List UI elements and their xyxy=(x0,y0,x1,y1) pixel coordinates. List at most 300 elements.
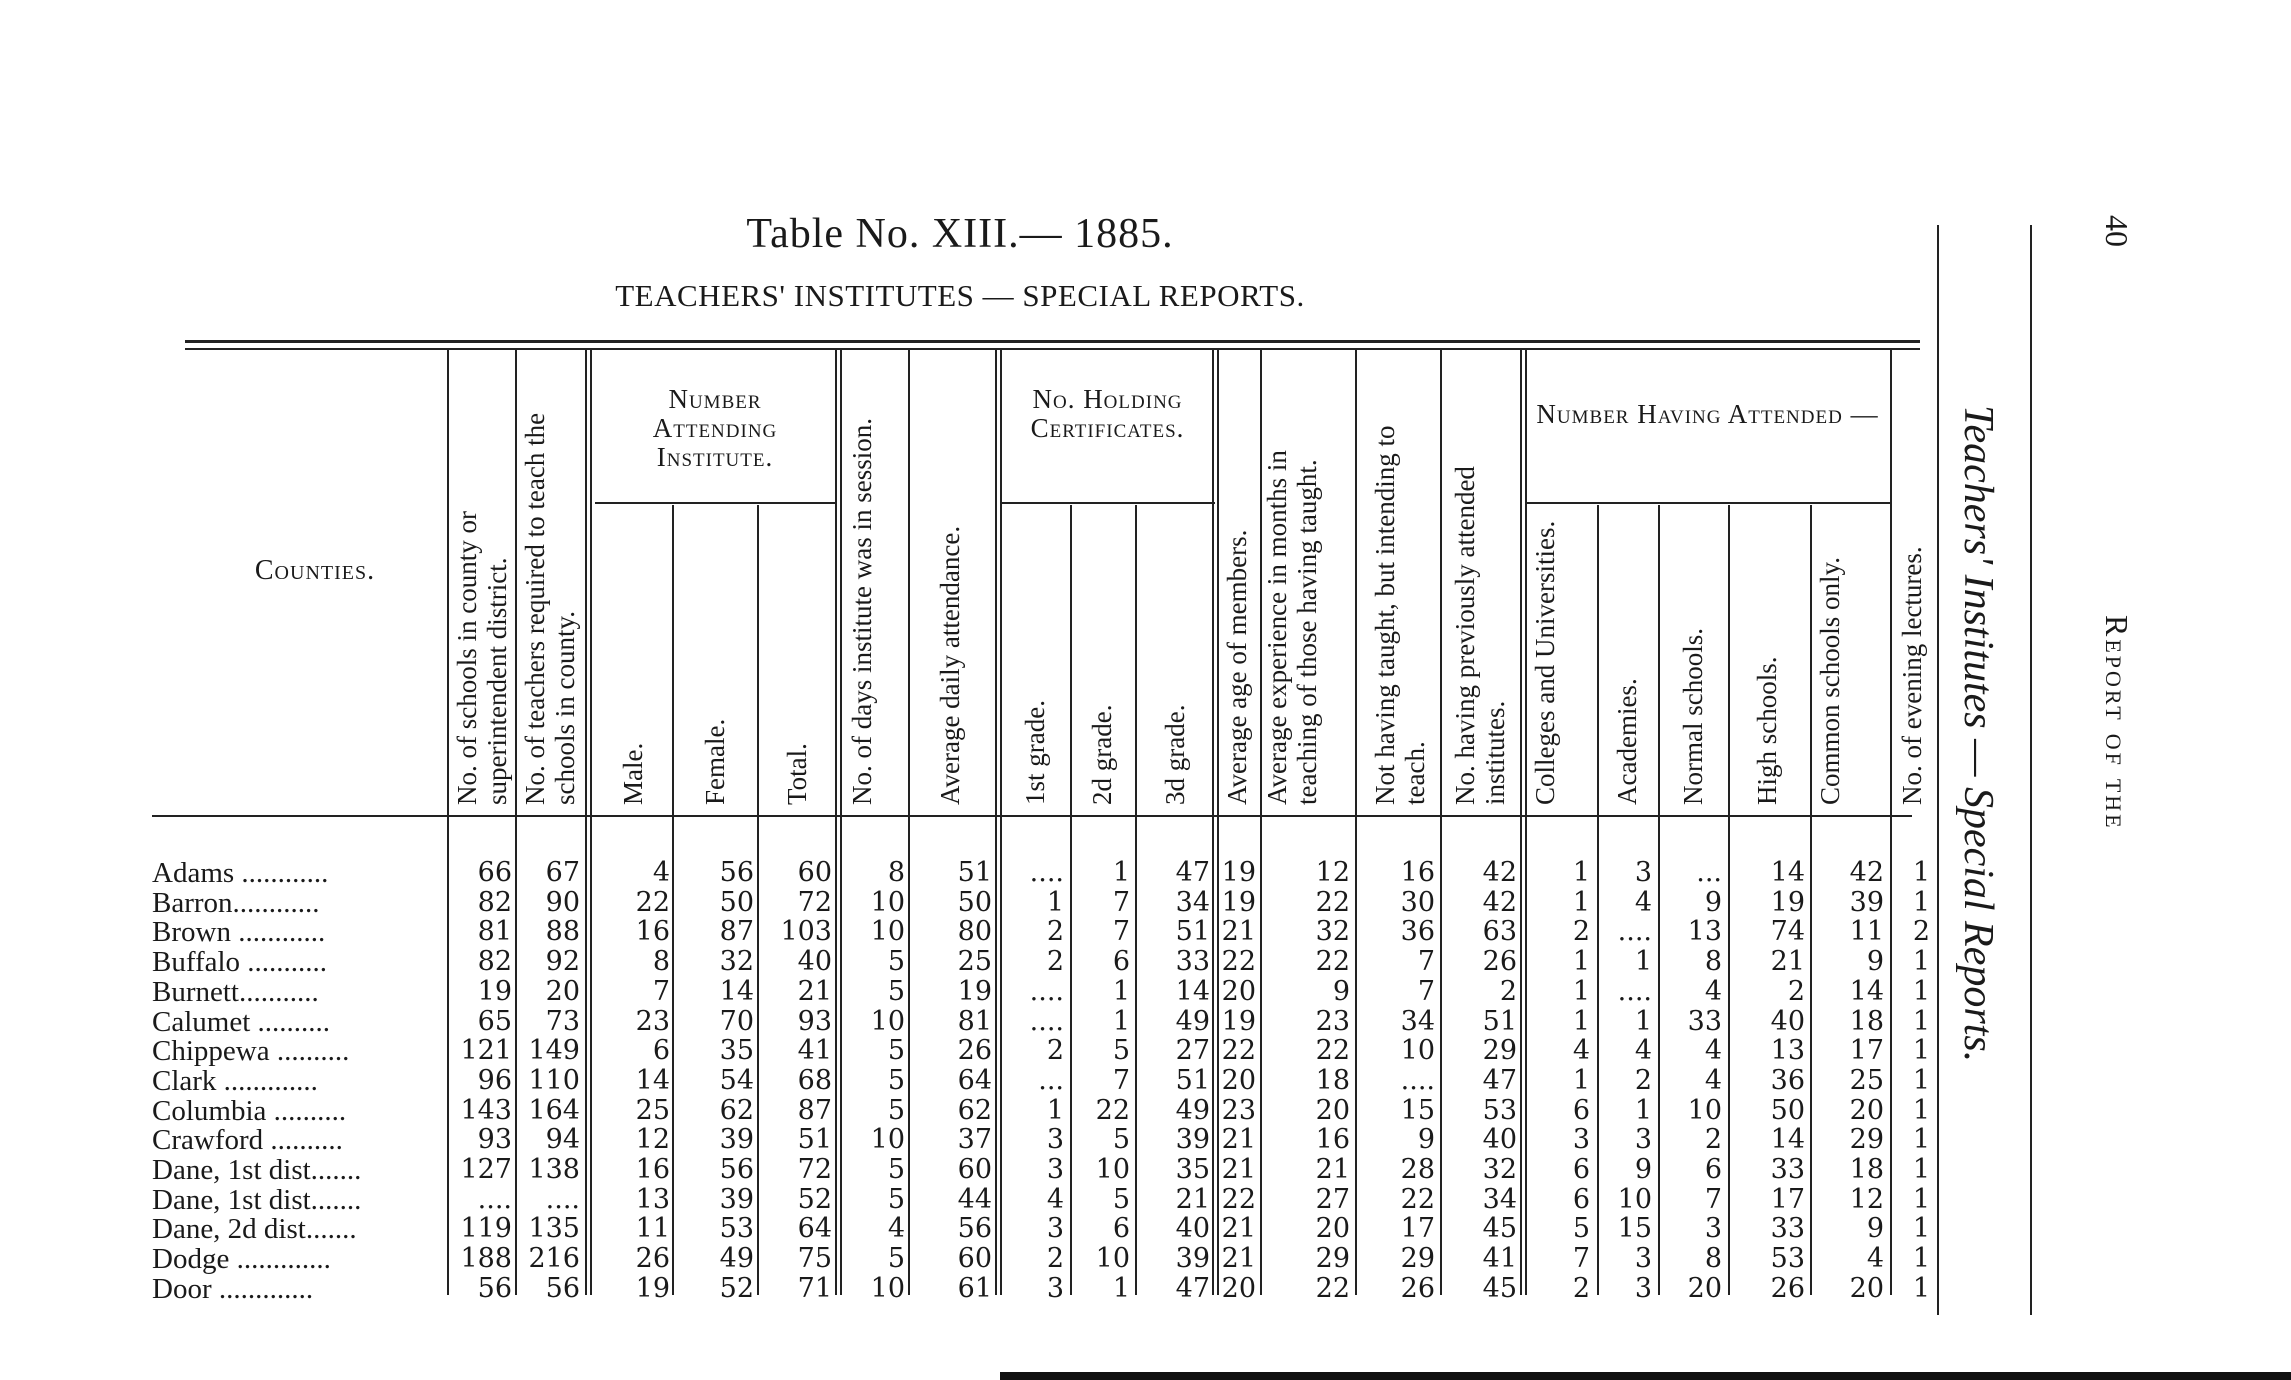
table-cell: 29 xyxy=(1482,1035,1517,1067)
high-header: High schools. xyxy=(1752,656,1782,805)
teachers-required-header: No. of teachers required to teach the schools in county. xyxy=(520,412,580,805)
county-name: Adams ............ xyxy=(152,857,329,889)
table-cell: 9 xyxy=(1417,1124,1435,1156)
table-cell: 3 xyxy=(1634,857,1652,888)
table-cell: 39 xyxy=(1849,886,1884,918)
table-cell: 20 xyxy=(1315,1094,1350,1126)
table-cell: 21 xyxy=(1315,1154,1350,1185)
table-cell: 18 xyxy=(1849,1005,1884,1037)
table-cell: 1 xyxy=(1912,1213,1930,1245)
table-cell: 1 xyxy=(1112,975,1130,1007)
table-cell: 13 xyxy=(1770,1035,1805,1067)
table-cell: 7 xyxy=(1112,916,1130,948)
running-head: Report of the xyxy=(2099,615,2135,831)
table-cell: 7 xyxy=(652,975,670,1007)
table-cell: 5 xyxy=(1112,1035,1130,1067)
table-cell: 68 xyxy=(797,1064,832,1096)
table-cell: 20 xyxy=(1221,975,1256,1007)
table-cell: 4 xyxy=(1634,886,1652,918)
table-cell: 32 xyxy=(1482,1154,1517,1185)
table-cell: 21 xyxy=(1221,1243,1256,1275)
county-name: Burnett........... xyxy=(152,975,319,1008)
table-cell: 52 xyxy=(719,1272,754,1304)
table-cell: 61 xyxy=(957,1272,992,1304)
table-cell: 143 xyxy=(460,1094,512,1126)
table-cell: 56 xyxy=(719,1154,754,1185)
academies-header: Academies. xyxy=(1612,678,1642,805)
table-cell: 1 xyxy=(1912,1243,1930,1275)
table-cell: 9 xyxy=(1866,946,1884,978)
table-cell: 26 xyxy=(1482,946,1517,978)
table-cell: 3 xyxy=(1046,1213,1064,1245)
table-cell: 64 xyxy=(797,1213,832,1245)
table-cell: 35 xyxy=(1175,1154,1210,1185)
table-cell: 22 xyxy=(635,886,670,918)
section-title: Teachers' Institutes — Special Reports. xyxy=(1955,405,2001,1063)
table-cell: 22 xyxy=(1315,1272,1350,1304)
table-cell: 6 xyxy=(1572,1183,1590,1215)
table-cell: 50 xyxy=(719,886,754,918)
table-cell: 8 xyxy=(887,857,905,888)
table-cell: 15 xyxy=(1400,1094,1435,1126)
avg-age-header: Average age of members. xyxy=(1222,529,1252,805)
table-cell: 10 xyxy=(1400,1035,1435,1067)
table-cell: 10 xyxy=(1687,1094,1722,1126)
table-cell: 20 xyxy=(1221,1064,1256,1096)
table-cell: 3 xyxy=(1046,1272,1064,1304)
table-cell: 20 xyxy=(545,975,580,1007)
table-cell: 1 xyxy=(1912,975,1930,1007)
table-cell: 39 xyxy=(719,1183,754,1215)
table-cell: 22 xyxy=(1400,1183,1435,1215)
table-cell: 44 xyxy=(957,1183,992,1215)
table-cell: 30 xyxy=(1400,886,1435,918)
table-cell: 8 xyxy=(652,946,670,978)
table-cell: .... xyxy=(1617,975,1652,1007)
table-cell: 1 xyxy=(1634,1094,1652,1126)
normal-header: Normal schools. xyxy=(1678,628,1708,805)
table-cell: 32 xyxy=(719,946,754,978)
table-cell: 2 xyxy=(1046,1243,1064,1275)
table-cell: 90 xyxy=(545,886,580,918)
table-cell: 53 xyxy=(1770,1243,1805,1275)
table-cell: 26 xyxy=(1770,1272,1805,1304)
table-cell: 29 xyxy=(1400,1243,1435,1275)
table-subtitle: TEACHERS' INSTITUTES — SPECIAL REPORTS. xyxy=(615,278,1305,313)
attending-group-header: Number Attending Institute. xyxy=(652,384,778,472)
table-cell: 15 xyxy=(1617,1213,1652,1245)
table-cell: 21 xyxy=(1221,916,1256,948)
table-cell: 17 xyxy=(1400,1213,1435,1245)
table-cell: 2 xyxy=(1046,916,1064,948)
table-cell: 45 xyxy=(1482,1213,1517,1245)
table-cell: 10 xyxy=(1617,1183,1652,1215)
table-cell: 19 xyxy=(1770,886,1805,918)
table-cell: .... xyxy=(1400,1064,1435,1096)
table-cell: 74 xyxy=(1770,916,1805,948)
table-cell: 1 xyxy=(1912,1064,1930,1096)
top-rule-2 xyxy=(185,348,1920,350)
table-cell: 3 xyxy=(1634,1124,1652,1156)
table-cell: 96 xyxy=(477,1064,512,1096)
table-cell: 19 xyxy=(477,975,512,1007)
table-cell: 50 xyxy=(1770,1094,1805,1126)
table-cell: 82 xyxy=(477,886,512,918)
table-cell: 64 xyxy=(957,1064,992,1096)
table-cell: 21 xyxy=(1770,946,1805,978)
table-cell: .... xyxy=(1617,916,1652,948)
table-cell: 5 xyxy=(887,975,905,1007)
table-cell: 1 xyxy=(1112,1272,1130,1304)
table-cell: 51 xyxy=(1175,916,1210,948)
table-cell: 22 xyxy=(1315,946,1350,978)
table-cell: 10 xyxy=(1095,1154,1130,1185)
table-cell: 1 xyxy=(1634,1005,1652,1037)
table-cell: 22 xyxy=(1315,886,1350,918)
table-cell: 1 xyxy=(1112,857,1130,888)
table-cell: 40 xyxy=(1770,1005,1805,1037)
table-cell: 2 xyxy=(1572,1272,1590,1304)
table-cell: 1 xyxy=(1572,1064,1590,1096)
table-cell: .... xyxy=(1029,975,1064,1007)
table-cell: 28 xyxy=(1400,1154,1435,1185)
table-cell: 4 xyxy=(1704,1064,1722,1096)
table-cell: 23 xyxy=(1315,1005,1350,1037)
table-cell: 63 xyxy=(1482,916,1517,948)
table-cell: 19 xyxy=(1221,857,1256,888)
table-cell: 1 xyxy=(1572,886,1590,918)
table-cell: 81 xyxy=(477,916,512,948)
table-cell: 5 xyxy=(887,1243,905,1275)
county-name: Barron............ xyxy=(152,886,320,919)
county-name: Calumet .......... xyxy=(152,1005,331,1038)
table-cell: 18 xyxy=(1849,1154,1884,1185)
table-cell: 81 xyxy=(957,1005,992,1037)
table-cell: 22 xyxy=(1221,946,1256,978)
table-cell: 20 xyxy=(1315,1213,1350,1245)
table-cell: 6 xyxy=(1572,1094,1590,1126)
table-cell: 1 xyxy=(1912,1272,1930,1304)
table-cell: 60 xyxy=(957,1154,992,1185)
table-cell: 54 xyxy=(719,1064,754,1096)
table-cell: 135 xyxy=(528,1213,580,1245)
table-cell: 7 xyxy=(1417,946,1435,978)
table-cell: 45 xyxy=(1482,1272,1517,1304)
table-cell: 17 xyxy=(1770,1183,1805,1215)
table-cell: 1 xyxy=(1912,1124,1930,1156)
table-cell: 25 xyxy=(635,1094,670,1126)
table-cell: 4 xyxy=(1704,975,1722,1007)
table-cell: 14 xyxy=(1770,857,1805,888)
table-cell: 110 xyxy=(528,1064,580,1096)
table-cell: 32 xyxy=(1315,916,1350,948)
table-cell: 34 xyxy=(1400,1005,1435,1037)
table-cell: .... xyxy=(1029,857,1064,888)
table-cell: .... xyxy=(545,1183,580,1215)
counties-header: Counties. xyxy=(254,555,376,586)
table-cell: 3 xyxy=(1704,1213,1722,1245)
table-cell: 3 xyxy=(1046,1124,1064,1156)
table-cell: 6 xyxy=(652,1035,670,1067)
table-cell: 47 xyxy=(1175,1272,1210,1304)
table-cell: 2 xyxy=(1046,1035,1064,1067)
table-cell: 121 xyxy=(460,1035,512,1067)
table-cell: 5 xyxy=(1112,1183,1130,1215)
table-cell: 27 xyxy=(1175,1035,1210,1067)
table-cell: 12 xyxy=(1849,1183,1884,1215)
avg-experience-header: Average experience in months in teaching of those having taught. xyxy=(1262,450,1322,805)
table-cell: 33 xyxy=(1687,1005,1722,1037)
table-cell: 5 xyxy=(887,946,905,978)
table-cell: 21 xyxy=(797,975,832,1007)
male-header: Male. xyxy=(618,742,648,805)
table-cell: 9 xyxy=(1704,886,1722,918)
outer-rule xyxy=(2030,225,2032,1315)
table-cell: 49 xyxy=(1175,1005,1210,1037)
common-header: Common schools only. xyxy=(1815,556,1845,805)
top-rule xyxy=(185,340,1920,343)
table-cell: 21 xyxy=(1221,1124,1256,1156)
table-cell: 41 xyxy=(1482,1243,1517,1275)
table-cell: 27 xyxy=(1315,1183,1350,1215)
table-cell: 5 xyxy=(1572,1213,1590,1245)
table-cell: 93 xyxy=(477,1124,512,1156)
col-rule xyxy=(908,350,910,1295)
table-cell: 47 xyxy=(1175,857,1210,888)
cert-group-header: No. Holding Certificates. xyxy=(1030,384,1185,443)
table-cell: 19 xyxy=(1221,886,1256,918)
table-cell: 36 xyxy=(1770,1064,1805,1096)
table-cell: 17 xyxy=(1849,1035,1884,1067)
table-cell: 3 xyxy=(1046,1154,1064,1185)
table-cell: 80 xyxy=(957,916,992,948)
table-cell: 22 xyxy=(1221,1035,1256,1067)
table-cell: 7 xyxy=(1417,975,1435,1007)
table-cell: 94 xyxy=(545,1124,580,1156)
table-cell: 1 xyxy=(1572,1005,1590,1037)
table-cell: 9 xyxy=(1634,1154,1652,1185)
table-cell: 6 xyxy=(1112,1213,1130,1245)
table-cell: 4 xyxy=(1046,1183,1064,1215)
table-cell: 5 xyxy=(887,1183,905,1215)
table-cell: 2 xyxy=(1787,975,1805,1007)
female-header: Female. xyxy=(700,718,730,805)
table-cell: 88 xyxy=(545,916,580,948)
table-cell: 7 xyxy=(1112,1064,1130,1096)
header-bottom-rule xyxy=(152,815,1912,817)
table-cell: 188 xyxy=(460,1243,512,1275)
table-cell: 1 xyxy=(1912,1183,1930,1215)
table-cell: 41 xyxy=(797,1035,832,1067)
table-cell: 37 xyxy=(957,1124,992,1156)
table-cell: .... xyxy=(477,1183,512,1215)
table-cell: 11 xyxy=(635,1213,670,1245)
table-cell: 50 xyxy=(957,886,992,918)
table-cell: 1 xyxy=(1572,975,1590,1007)
table-cell: 42 xyxy=(1849,857,1884,888)
table-cell: 4 xyxy=(1572,1035,1590,1067)
table-cell: 2 xyxy=(1704,1124,1722,1156)
not-taught-header: Not having taught, but intending to teach. xyxy=(1370,425,1430,805)
table-cell: 53 xyxy=(719,1213,754,1245)
col-rule xyxy=(1937,225,1939,1315)
table-cell: 14 xyxy=(1849,975,1884,1007)
lectures-header: No. of evening lectures. xyxy=(1897,546,1927,805)
table-cell: 4 xyxy=(1866,1243,1884,1275)
table-cell: 51 xyxy=(797,1124,832,1156)
table-cell: 1 xyxy=(1046,886,1064,918)
table-cell: 39 xyxy=(1175,1124,1210,1156)
table-cell: 164 xyxy=(528,1094,580,1126)
table-cell: 75 xyxy=(797,1243,832,1275)
table-cell: 149 xyxy=(528,1035,580,1067)
table-cell: 13 xyxy=(635,1183,670,1215)
table-cell: 26 xyxy=(957,1035,992,1067)
table-cell: 10 xyxy=(870,1005,905,1037)
table-cell: 4 xyxy=(887,1213,905,1245)
table-cell: 67 xyxy=(545,857,580,888)
table-cell: 29 xyxy=(1315,1243,1350,1275)
table-cell: 12 xyxy=(635,1124,670,1156)
cert-group-rule xyxy=(1000,502,1215,504)
table-cell: 5 xyxy=(887,1154,905,1185)
table-cell: 138 xyxy=(528,1154,580,1185)
table-cell: .... xyxy=(1029,1005,1064,1037)
table-cell: 119 xyxy=(460,1213,512,1245)
table-cell: 7 xyxy=(1112,886,1130,918)
table-cell: 92 xyxy=(545,946,580,978)
grade3-header: 3d grade. xyxy=(1160,704,1190,805)
table-cell: 33 xyxy=(1770,1154,1805,1185)
table-cell: 1 xyxy=(1912,1154,1930,1185)
table-cell: 1 xyxy=(1572,946,1590,978)
colleges-header: Colleges and Universities. xyxy=(1530,520,1560,805)
table-cell: 70 xyxy=(719,1005,754,1037)
county-name: Crawford .......... xyxy=(152,1124,343,1157)
county-name: Buffalo ........... xyxy=(152,946,328,979)
table-cell: 36 xyxy=(1400,916,1435,948)
table-cell: 5 xyxy=(887,1064,905,1096)
table-cell: 33 xyxy=(1175,946,1210,978)
table-cell: 7 xyxy=(1572,1243,1590,1275)
table-cell: 2 xyxy=(1499,975,1517,1007)
table-cell: 23 xyxy=(1221,1094,1256,1126)
table-cell: 60 xyxy=(957,1243,992,1275)
table-cell: 4 xyxy=(1704,1035,1722,1067)
table-cell: 60 xyxy=(797,857,832,888)
table-cell: 25 xyxy=(957,946,992,978)
table-cell: 3 xyxy=(1572,1124,1590,1156)
table-cell: 12 xyxy=(1315,857,1350,888)
table-cell: 29 xyxy=(1849,1124,1884,1156)
prev-institutes-header: No. having previously attended institutes. xyxy=(1450,466,1510,805)
table-cell: 6 xyxy=(1704,1154,1722,1185)
table-cell: 87 xyxy=(719,916,754,948)
table-cell: 13 xyxy=(1687,916,1722,948)
county-name: Columbia .......... xyxy=(152,1094,347,1127)
table-cell: 34 xyxy=(1482,1183,1517,1215)
table-cell: 14 xyxy=(719,975,754,1007)
table-cell: 22 xyxy=(1095,1094,1130,1126)
table-cell: 9 xyxy=(1332,975,1350,1007)
table-cell: 56 xyxy=(545,1272,580,1304)
table-cell: 72 xyxy=(797,886,832,918)
table-cell: 1 xyxy=(1912,886,1930,918)
table-cell: 1 xyxy=(1112,1005,1130,1037)
table-cell: 21 xyxy=(1221,1213,1256,1245)
table-cell: 1 xyxy=(1912,857,1930,888)
county-name: Dane, 1st dist....... xyxy=(152,1154,362,1186)
table-cell: 3 xyxy=(1634,1272,1652,1304)
table-cell: 2 xyxy=(1634,1064,1652,1096)
table-cell: 35 xyxy=(719,1035,754,1067)
table-cell: 11 xyxy=(1849,916,1884,948)
table-cell: 62 xyxy=(719,1094,754,1126)
table-cell: 14 xyxy=(635,1064,670,1096)
table-cell: 23 xyxy=(635,1005,670,1037)
table-cell: 6 xyxy=(1572,1154,1590,1185)
table-cell: 20 xyxy=(1849,1094,1884,1126)
table-cell: 4 xyxy=(1634,1035,1652,1067)
table-cell: 87 xyxy=(797,1094,832,1126)
table-cell: 103 xyxy=(780,916,832,948)
table-cell: 1 xyxy=(1912,1094,1930,1126)
table-cell: 53 xyxy=(1482,1094,1517,1126)
table-cell: 9 xyxy=(1866,1213,1884,1245)
table-cell: 21 xyxy=(1175,1183,1210,1215)
table-cell: ... xyxy=(1696,857,1722,888)
table-cell: 1 xyxy=(1912,1005,1930,1037)
table-cell: 14 xyxy=(1770,1124,1805,1156)
table-cell: 10 xyxy=(870,1272,905,1304)
table-cell: 5 xyxy=(887,1094,905,1126)
table-cell: 34 xyxy=(1175,886,1210,918)
table-cell: 73 xyxy=(545,1005,580,1037)
grade1-header: 1st grade. xyxy=(1020,700,1050,805)
table-cell: 3 xyxy=(1634,1243,1652,1275)
grade2-header: 2d grade. xyxy=(1087,704,1117,805)
table-cell: 1 xyxy=(1912,1035,1930,1067)
county-name: Dane, 2d dist....... xyxy=(152,1213,357,1246)
table-cell: 10 xyxy=(870,886,905,918)
table-cell: ... xyxy=(1038,1064,1064,1096)
table-cell: 16 xyxy=(1315,1124,1350,1156)
county-name: Chippewa .......... xyxy=(152,1035,350,1068)
table-cell: 33 xyxy=(1770,1213,1805,1245)
table-cell: 2 xyxy=(1572,916,1590,948)
table-cell: 47 xyxy=(1482,1064,1517,1096)
days-header: No. of days institute was in session. xyxy=(847,418,877,805)
table-cell: 19 xyxy=(957,975,992,1007)
table-cell: 4 xyxy=(652,857,670,888)
table-cell: 56 xyxy=(957,1213,992,1245)
table-cell: 20 xyxy=(1221,1272,1256,1304)
table-cell: 40 xyxy=(1482,1124,1517,1156)
table-cell: 16 xyxy=(1400,857,1435,888)
table-cell: 26 xyxy=(1400,1272,1435,1304)
table-cell: 1 xyxy=(1046,1094,1064,1126)
schools-header: No. of schools in county or superintendent district. xyxy=(452,511,512,805)
county-name: Door ............. xyxy=(152,1272,314,1305)
table-cell: 10 xyxy=(1095,1243,1130,1275)
table-cell: 51 xyxy=(1175,1064,1210,1096)
table-cell: 39 xyxy=(719,1124,754,1156)
attended-group-rule xyxy=(1525,502,1890,504)
table-cell: 71 xyxy=(797,1272,832,1304)
table-cell: 21 xyxy=(1221,1154,1256,1185)
table-cell: 49 xyxy=(719,1243,754,1275)
county-name: Dane, 1st dist....... xyxy=(152,1183,362,1216)
